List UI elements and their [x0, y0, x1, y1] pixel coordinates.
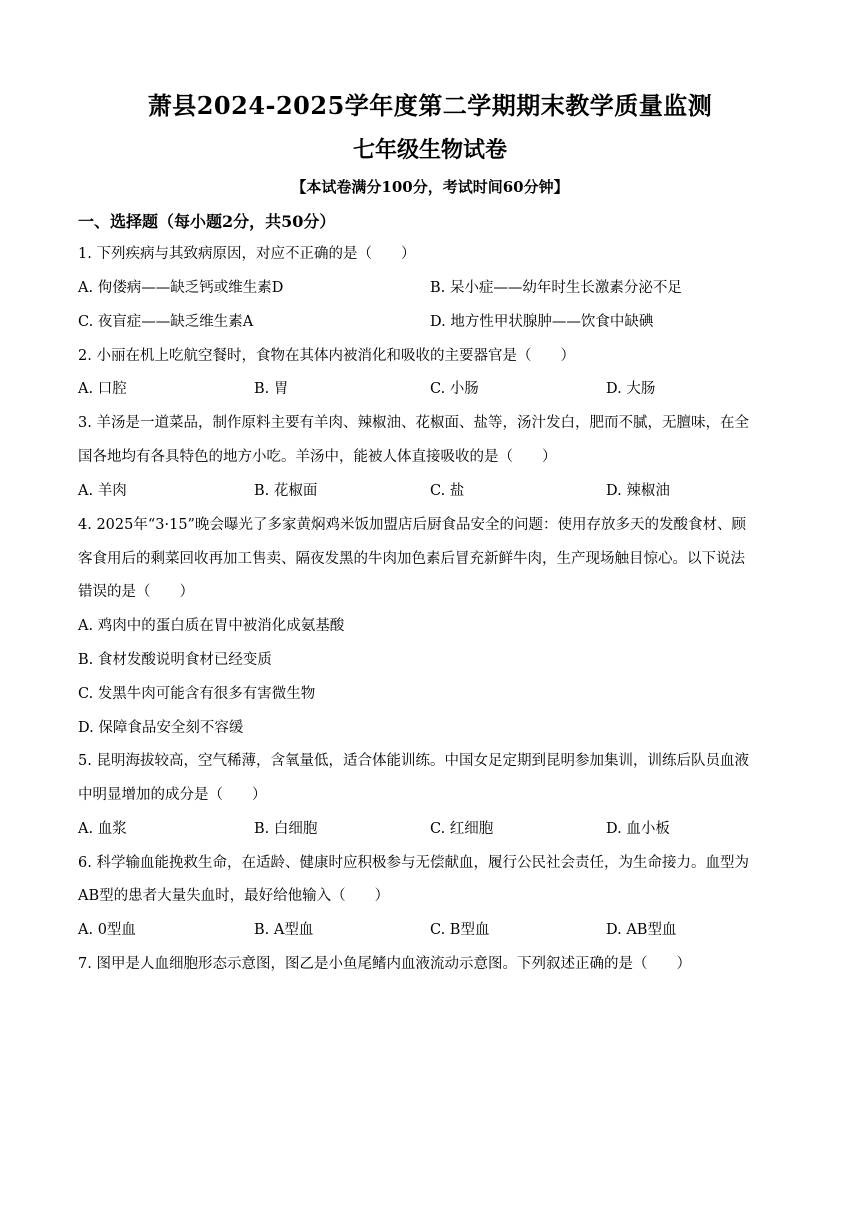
question-2-option-d: D. 大肠 [606, 381, 656, 397]
question-7-stem: 7. 图甲是人血细胞形态示意图，图乙是小鱼尾鳍内血液流动示意图。下列叙述正确的是（ ） [78, 956, 691, 972]
question-2-option-a: A. 口腔 [78, 381, 127, 397]
question-4-option-d: D. 保障食品安全刻不容缓 [78, 720, 244, 736]
question-4-stem-line-2: 客食用后的剩菜回收再加工售卖、隔夜发黑的牛肉加色素后冒充新鲜牛肉，生产现场触目惊心。以下说法 [78, 551, 745, 567]
question-6-option-d: D. AB型血 [606, 922, 677, 938]
question-6-option-c: C. B型血 [430, 922, 490, 938]
question-5-option-b: B. 白细胞 [254, 821, 318, 837]
question-5-option-a: A. 血浆 [78, 821, 127, 837]
question-4-option-c: C. 发黑牛肉可能含有很多有害微生物 [78, 686, 316, 702]
question-3-option-c: C. 盐 [430, 483, 465, 499]
question-1-option-b: B. 呆小症——幼年时生长激素分泌不足 [430, 280, 682, 296]
exam-subject: 七年级生物试卷 [352, 137, 507, 163]
question-6-option-a: A. 0型血 [78, 922, 136, 938]
section-heading-choice: 一、选择题（每小题2分，共50分） [78, 212, 336, 231]
exam-note: 【本试卷满分100分，考试时间60分钟】 [291, 178, 569, 196]
question-3-option-d: D. 辣椒油 [606, 483, 670, 499]
question-6-stem-line-1: 6. 科学输血能挽救生命，在适龄、健康时应积极参与无偿献血，履行公民社会责任，为生命接力。血型为 [78, 855, 749, 871]
question-1-option-a: A. 佝偻病——缺乏钙或维生素D [78, 280, 284, 296]
question-2-option-b: B. 胃 [254, 381, 289, 397]
question-3-stem-line-1: 3. 羊汤是一道菜品，制作原料主要有羊肉、辣椒油、花椒面、盐等，汤汁发白，肥而不腻，无膻味，在全 [78, 415, 749, 431]
question-4-option-b: B. 食材发酸说明食材已经变质 [78, 652, 272, 668]
question-4-stem-line-1: 4. 2025年“3·15”晚会曝光了多家黄焖鸡米饭加盟店后厨食品安全的问题：使用存放多天的发酸食材、顾 [78, 517, 746, 533]
question-2-option-c: C. 小肠 [430, 381, 479, 397]
question-2-stem: 2. 小丽在机上吃航空餐时，食物在其体内被消化和吸收的主要器官是（ ） [78, 348, 575, 364]
question-5-option-d: D. 血小板 [606, 821, 670, 837]
question-6-stem-line-2: AB型的患者大量失血时，最好给他输入（ ） [78, 888, 390, 904]
exam-title: 萧县2024-2025学年度第二学期期末教学质量监测 [147, 91, 713, 120]
question-5-stem-line-2: 中明显增加的成分是（ ） [78, 787, 267, 803]
question-6-option-b: B. A型血 [254, 922, 314, 938]
question-1-option-d: D. 地方性甲状腺肿——饮食中缺碘 [430, 314, 654, 330]
question-4-option-a: A. 鸡肉中的蛋白质在胃中被消化成氨基酸 [78, 618, 345, 634]
question-5-stem-line-1: 5. 昆明海拔较高，空气稀薄，含氧量低，适合体能训练。中国女足定期到昆明参加集训，训练后队员血液 [78, 753, 749, 769]
question-4-stem-line-3: 错误的是（ ） [78, 584, 194, 600]
question-5-option-c: C. 红细胞 [430, 821, 494, 837]
question-1-option-c: C. 夜盲症——缺乏维生素A [78, 314, 254, 330]
question-1-stem: 1. 下列疾病与其致病原因，对应不正确的是（ ） [78, 246, 416, 262]
question-3-option-b: B. 花椒面 [254, 483, 318, 499]
question-3-option-a: A. 羊肉 [78, 483, 127, 499]
question-3-stem-line-2: 国各地均有各具特色的地方小吃。羊汤中，能被人体直接吸收的是（ ） [78, 449, 557, 465]
